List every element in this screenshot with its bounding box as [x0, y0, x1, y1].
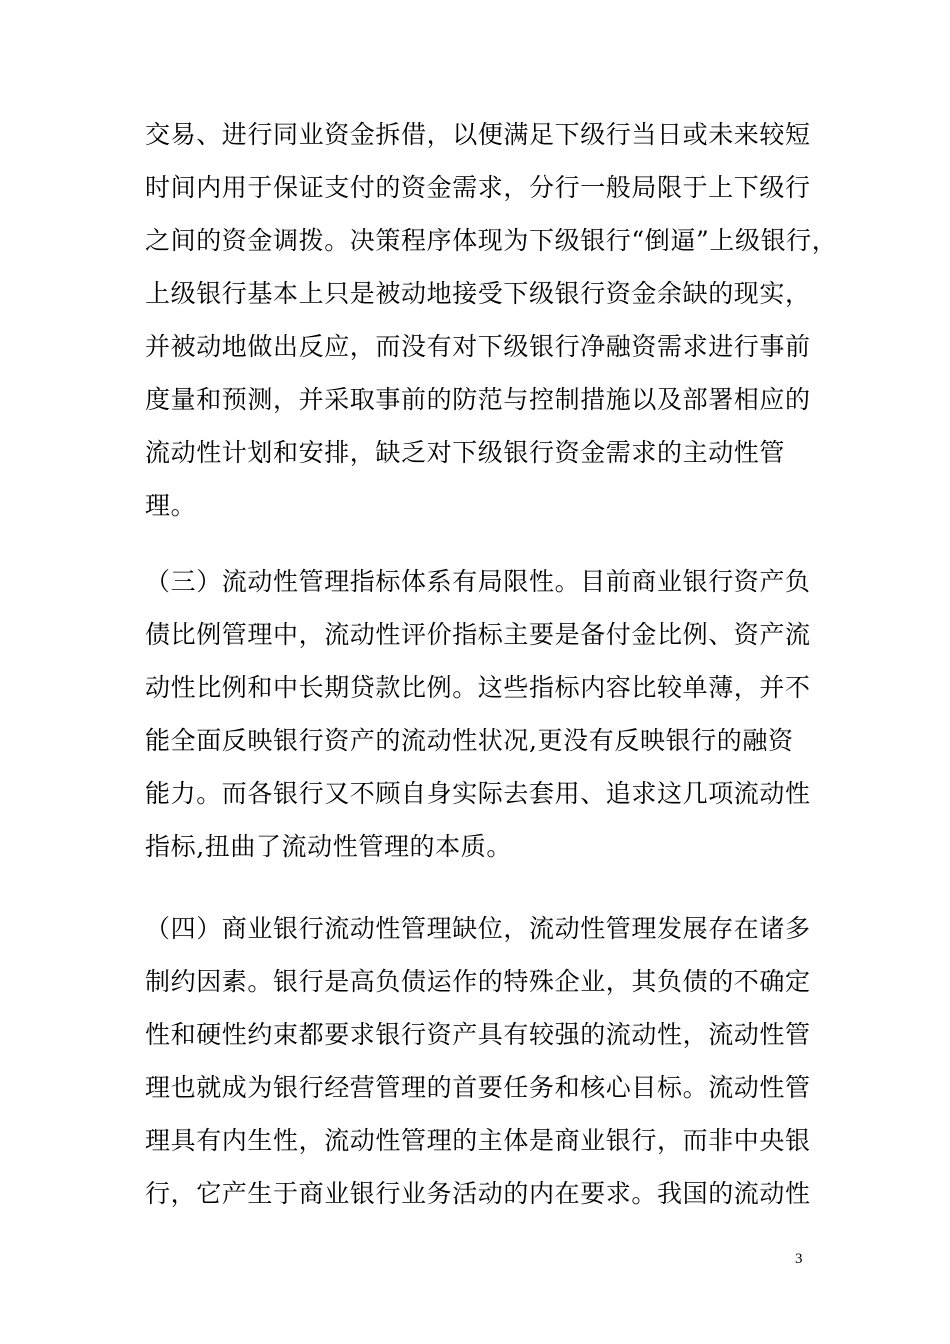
text-line: 度量和预测，并采取事前的防范与控制措施以及部署相应的: [145, 385, 811, 414]
text-line: （四）商业银行流动性管理缺位，流动性管理发展存在诸多: [145, 914, 811, 943]
text-line: 动性比例和中长期贷款比例。这些指标内容比较单薄，并不: [145, 673, 811, 702]
text-line: 时间内用于保证支付的资金需求，分行一般局限于上下级行: [145, 173, 811, 202]
text-line: 之间的资金调拨。决策程序体现为下级银行“倒逼”上级银行，: [145, 226, 838, 255]
text-line: 性和硬性约束都要求银行资产具有较强的流动性，流动性管: [145, 1020, 811, 1049]
text-line: 能力。而各银行又不顾自身实际去套用、追求这几项流动性: [145, 779, 811, 808]
text-line: 债比例管理中，流动性评价指标主要是备付金比例、资产流: [145, 620, 811, 649]
text-line: 交易、进行同业资金拆借，以便满足下级行当日或未来较短: [145, 120, 811, 149]
text-line: 能全面反映银行资产的流动性状况,更没有反映银行的融资: [145, 726, 794, 755]
paragraph-section-four: [145, 902, 845, 1220]
paragraph-section-three: [145, 555, 845, 873]
text-line: 理。: [145, 491, 197, 520]
text-line: 流动性计划和安排，缺乏对下级银行资金需求的主动性管: [145, 438, 786, 467]
text-line: （三）流动性管理指标体系有局限性。目前商业银行资产负: [145, 567, 811, 596]
text-line: 制约因素。银行是高负债运作的特殊企业，其负债的不确定: [145, 967, 811, 996]
text-line: 并被动地做出反应，而没有对下级银行净融资需求进行事前: [145, 332, 811, 361]
paragraph-continuation: [145, 108, 845, 532]
text-line: 上级银行基本上只是被动地接受下级银行资金余缺的现实，: [145, 279, 811, 308]
page-number: 3: [795, 1251, 803, 1267]
text-line: 理具有内生性，流动性管理的主体是商业银行，而非中央银: [145, 1126, 811, 1155]
text-line: 指标,扭曲了流动性管理的本质。: [145, 832, 512, 861]
text-line: 理也就成为银行经营管理的首要任务和核心目标。流动性管: [145, 1073, 811, 1102]
text-line: 行，它产生于商业银行业务活动的内在要求。我国的流动性: [145, 1179, 811, 1208]
